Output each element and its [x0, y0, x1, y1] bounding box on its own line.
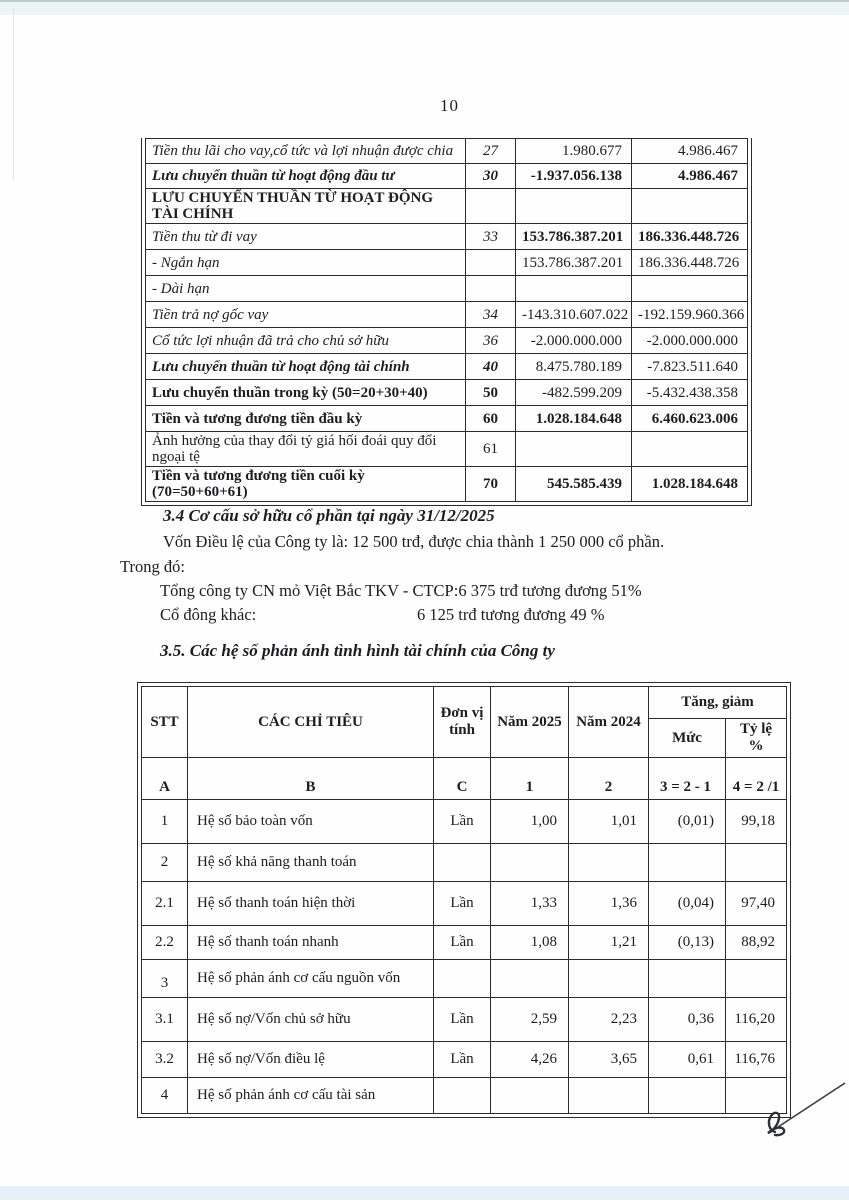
value-cell-previous [632, 276, 748, 302]
row-code-cell: 27 [466, 139, 516, 164]
value-cell-current [516, 432, 632, 467]
year-2024-cell [569, 1078, 649, 1114]
year-2024-cell: 3,65 [569, 1042, 649, 1078]
owner-label: Tổng công ty CN mỏ Việt Bắc TKV - CTCP: [160, 581, 459, 600]
scan-edge-artifact-top [0, 0, 849, 15]
row-code-cell: 40 [466, 354, 516, 380]
unit-cell [434, 844, 491, 882]
table-row [146, 380, 748, 406]
row-label-cell: Ảnh hưởng của thay đổi tỷ giá hối đoái quy đổi ngoại tệ [146, 432, 466, 467]
stt-cell: 2.1 [142, 882, 188, 926]
value-cell-current: -1.937.056.138 [516, 164, 632, 189]
table-row [142, 844, 787, 882]
value-cell-current: 153.786.387.201 [516, 224, 632, 250]
value-cell-current: 1.980.677 [516, 139, 632, 164]
subheader-a: A [142, 758, 188, 800]
header-change-percent: Tỷ lệ % [726, 719, 787, 758]
year-2024-cell: 1,01 [569, 800, 649, 844]
subheader-row [142, 758, 787, 800]
table-row [146, 432, 748, 467]
criteria-cell: Hệ số thanh toán nhanh [188, 926, 434, 960]
value-cell-previous: 4.986.467 [632, 164, 748, 189]
cashflow-table [141, 138, 752, 506]
financial-ratios-table [137, 682, 791, 1118]
change-percent-cell: 99,18 [726, 800, 787, 844]
row-label-cell: Tiền thu lãi cho vay,cổ tức và lợi nhuận được chia [146, 139, 466, 164]
year-2024-cell: 1,36 [569, 882, 649, 926]
row-code-cell [466, 250, 516, 276]
value-cell-previous: 186.336.448.726 [632, 224, 748, 250]
value-cell-previous [632, 189, 748, 224]
page-number: 10 [440, 96, 459, 115]
header-criteria: CÁC CHỈ TIÊU [188, 687, 434, 758]
table-row [142, 926, 787, 960]
year-2024-cell: 2,23 [569, 998, 649, 1042]
row-label-cell: Tiền và tương đương tiền cuối kỳ (70=50+60+61) [146, 467, 466, 502]
owner-value: 6 375 trđ tương đương 51% [458, 581, 642, 600]
owner-row [160, 605, 820, 625]
change-percent-cell: 116,20 [726, 998, 787, 1042]
criteria-cell: Hệ số khả năng thanh toán [188, 844, 434, 882]
scan-edge-line-left [13, 8, 14, 180]
signature-mark [752, 1075, 849, 1147]
change-percent-cell: 97,40 [726, 882, 787, 926]
change-level-cell [649, 960, 726, 998]
row-code-cell: 60 [466, 406, 516, 432]
value-cell-previous: -2.000.000.000 [632, 328, 748, 354]
value-cell-previous: 186.336.448.726 [632, 250, 748, 276]
value-cell-previous: -192.159.960.366 [632, 302, 748, 328]
row-code-cell: 36 [466, 328, 516, 354]
row-label-cell: Lưu chuyển thuần từ hoạt động đầu tư [146, 164, 466, 189]
criteria-cell: Hệ số bảo toàn vốn [188, 800, 434, 844]
change-level-cell: (0,04) [649, 882, 726, 926]
unit-cell: Lần [434, 1042, 491, 1078]
table-row [146, 139, 748, 164]
year-2025-cell [491, 960, 569, 998]
row-code-cell: 50 [466, 380, 516, 406]
table-row [142, 800, 787, 844]
change-percent-cell: 88,92 [726, 926, 787, 960]
row-code-cell: 70 [466, 467, 516, 502]
change-level-cell: 0,36 [649, 998, 726, 1042]
value-cell-current: 1.028.184.648 [516, 406, 632, 432]
unit-cell: Lần [434, 800, 491, 844]
header-unit: Đơn vị tính [434, 687, 491, 758]
header-change-level: Mức [649, 719, 726, 758]
subheader-1: 1 [491, 758, 569, 800]
value-cell-previous: -5.432.438.358 [632, 380, 748, 406]
row-label-cell: Tiền thu từ đi vay [146, 224, 466, 250]
row-code-cell: 34 [466, 302, 516, 328]
year-2025-cell: 2,59 [491, 998, 569, 1042]
row-label-cell: Cổ tức lợi nhuận đã trả cho chủ sở hữu [146, 328, 466, 354]
row-label-cell: Lưu chuyển thuần trong kỳ (50=20+30+40) [146, 380, 466, 406]
row-label-cell: - Ngắn hạn [146, 250, 466, 276]
change-level-cell: (0,13) [649, 926, 726, 960]
unit-cell [434, 1078, 491, 1114]
value-cell-previous: 4.986.467 [632, 139, 748, 164]
criteria-cell: Hệ số phản ánh cơ cấu tài sản [188, 1078, 434, 1114]
year-2024-cell: 1,21 [569, 926, 649, 960]
charter-capital-text: Vốn Điều lệ của Công ty là: 12 500 trđ, được chia thành 1 250 000 cổ phần. [163, 532, 665, 551]
criteria-cell: Hệ số nợ/Vốn điều lệ [188, 1042, 434, 1078]
unit-cell: Lần [434, 882, 491, 926]
row-label-cell: Lưu chuyển thuần từ hoạt động tài chính [146, 354, 466, 380]
owner-label: Cổ đông khác: [160, 605, 257, 624]
value-cell-current: 8.475.780.189 [516, 354, 632, 380]
row-code-cell [466, 189, 516, 224]
table-row [146, 164, 748, 189]
year-2024-cell [569, 960, 649, 998]
year-2025-cell [491, 844, 569, 882]
value-cell-previous: -7.823.511.640 [632, 354, 748, 380]
row-label-cell: Tiền trả nợ gốc vay [146, 302, 466, 328]
value-cell-current: -2.000.000.000 [516, 328, 632, 354]
table-row [146, 467, 748, 502]
row-code-cell: 33 [466, 224, 516, 250]
table-row [142, 1078, 787, 1114]
value-cell-current: -482.599.209 [516, 380, 632, 406]
table-row [146, 406, 748, 432]
value-cell-previous [632, 432, 748, 467]
stt-cell: 2 [142, 844, 188, 882]
year-2025-cell: 4,26 [491, 1042, 569, 1078]
table-row [146, 276, 748, 302]
value-cell-previous: 1.028.184.648 [632, 467, 748, 502]
header-year-2025: Năm 2025 [491, 687, 569, 758]
stt-cell: 3.1 [142, 998, 188, 1042]
value-cell-previous: 6.460.623.006 [632, 406, 748, 432]
change-level-cell [649, 1078, 726, 1114]
unit-cell [434, 960, 491, 998]
table-row [146, 224, 748, 250]
table-row [146, 328, 748, 354]
value-cell-current [516, 189, 632, 224]
subheader-2: 2 [569, 758, 649, 800]
table-row [146, 250, 748, 276]
change-percent-cell [726, 960, 787, 998]
owner-row [160, 581, 820, 601]
change-percent-cell: 116,76 [726, 1042, 787, 1078]
value-cell-current: 153.786.387.201 [516, 250, 632, 276]
scan-edge-line-top [0, 0, 849, 2]
header-row [142, 687, 787, 719]
stt-cell: 4 [142, 1078, 188, 1114]
row-code-cell [466, 276, 516, 302]
year-2025-cell [491, 1078, 569, 1114]
header-change: Tăng, giảm [649, 687, 787, 719]
criteria-cell: Hệ số phản ánh cơ cấu nguồn vốn [188, 960, 434, 998]
stt-cell: 3 [142, 960, 188, 998]
table-row [142, 1042, 787, 1078]
owner-value: 6 125 trđ tương đương 49 % [417, 605, 605, 624]
criteria-cell: Hệ số nợ/Vốn chủ sở hữu [188, 998, 434, 1042]
change-level-cell [649, 844, 726, 882]
header-year-2024: Năm 2024 [569, 687, 649, 758]
change-level-cell: (0,01) [649, 800, 726, 844]
year-2025-cell: 1,08 [491, 926, 569, 960]
section-3-4-heading: 3.4 Cơ cấu sở hữu cổ phần tại ngày 31/12/2025 [163, 506, 495, 525]
stt-cell: 1 [142, 800, 188, 844]
subheader-formula-3: 3 = 2 - 1 [649, 758, 726, 800]
value-cell-current: -143.310.607.022 [516, 302, 632, 328]
table-row [146, 189, 748, 224]
year-2025-cell: 1,33 [491, 882, 569, 926]
row-label-cell: - Dài hạn [146, 276, 466, 302]
table-row [146, 354, 748, 380]
subheader-formula-4: 4 = 2 /1 [726, 758, 787, 800]
in-which-text: Trong đó: [120, 557, 185, 576]
stt-cell: 3.2 [142, 1042, 188, 1078]
value-cell-current [516, 276, 632, 302]
scan-edge-artifact-bottom [0, 1186, 849, 1200]
unit-cell: Lần [434, 998, 491, 1042]
table-row [146, 302, 748, 328]
stt-cell: 2.2 [142, 926, 188, 960]
value-cell-current: 545.585.439 [516, 467, 632, 502]
row-code-cell: 61 [466, 432, 516, 467]
row-code-cell: 30 [466, 164, 516, 189]
table-row [142, 998, 787, 1042]
table-row [142, 882, 787, 926]
change-percent-cell [726, 844, 787, 882]
row-label-cell: LƯU CHUYỂN THUẦN TỪ HOẠT ĐỘNG TÀI CHÍNH [146, 189, 466, 224]
subheader-b: B [188, 758, 434, 800]
criteria-cell: Hệ số thanh toán hiện thời [188, 882, 434, 926]
year-2025-cell: 1,00 [491, 800, 569, 844]
table-row [142, 960, 787, 998]
year-2024-cell [569, 844, 649, 882]
unit-cell: Lần [434, 926, 491, 960]
row-label-cell: Tiền và tương đương tiền đầu kỳ [146, 406, 466, 432]
header-stt: STT [142, 687, 188, 758]
section-3-5-heading: 3.5. Các hệ số phản ánh tình hình tài chính của Công ty [160, 641, 555, 660]
subheader-c: C [434, 758, 491, 800]
change-level-cell: 0,61 [649, 1042, 726, 1078]
